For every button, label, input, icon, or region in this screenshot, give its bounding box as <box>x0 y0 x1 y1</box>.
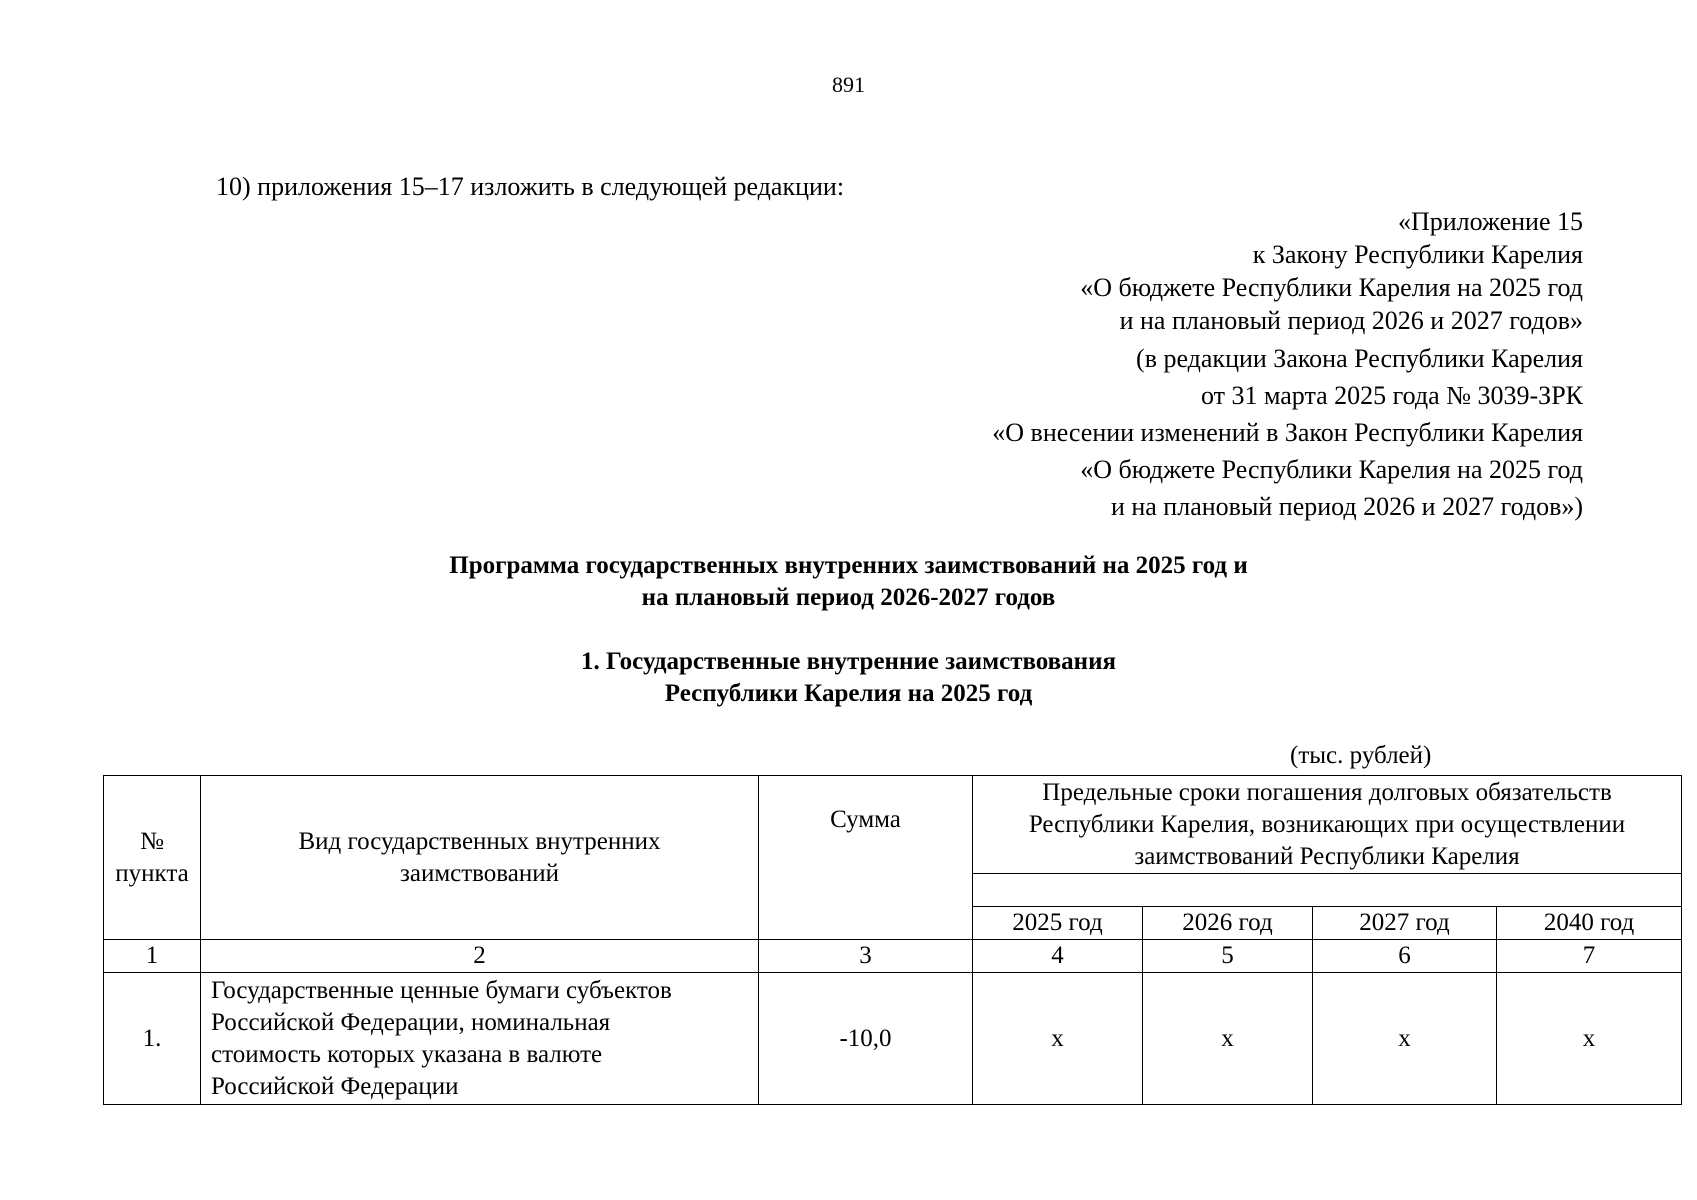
header-year-2027: 2027 год <box>1313 907 1497 940</box>
borrowings-table <box>103 775 1682 1105</box>
row-year-2027: x <box>1313 973 1497 1105</box>
appendix-line-9: и на плановый период 2026 и 2027 годов») <box>1110 492 1583 521</box>
appendix-line-6: от 31 марта 2025 года № 3039-ЗРК <box>1200 381 1583 410</box>
header-terms-line-2: Республики Карелия, возникающих при осуществлении <box>1028 810 1626 838</box>
row-year-2040: x <box>1497 973 1682 1105</box>
row-year-2026: x <box>1143 973 1313 1105</box>
table-row <box>104 973 1682 1105</box>
row-borrowing-type <box>201 973 759 1105</box>
program-title-line-2: на плановый период 2026-2027 годов <box>641 584 1056 611</box>
page-number: 891 <box>832 72 865 97</box>
header-repayment-terms <box>973 776 1682 874</box>
appendix-line-3: «О бюджете Республики Карелия на 2025 год <box>1080 273 1583 302</box>
header-sum: Сумма <box>759 776 973 940</box>
row-type-line-2: Российской Федерации, номинальная <box>211 1008 611 1036</box>
row-type-line-1: Государственные ценные бумаги субъектов <box>211 976 672 1004</box>
column-number-row <box>104 940 1682 973</box>
section-title-line-1: 1. Государственные внутренние заимствования <box>580 648 1117 675</box>
row-type-line-4: Российской Федерации <box>211 1072 459 1100</box>
header-number <box>104 776 201 940</box>
program-title-line-1: Программа государственных внутренних заимствований на 2025 год и <box>449 552 1248 579</box>
column-number-2: 2 <box>201 940 759 973</box>
header-number-line-1: № <box>140 827 164 855</box>
program-title <box>0 550 1697 614</box>
column-number-6: 6 <box>1313 940 1497 973</box>
header-year-2025: 2025 год <box>973 907 1143 940</box>
row-number: 1. <box>104 973 201 1105</box>
column-number-4: 4 <box>973 940 1143 973</box>
row-year-2025: x <box>973 973 1143 1105</box>
column-number-1: 1 <box>104 940 201 973</box>
header-number-line-2: пункта <box>115 859 189 887</box>
header-year-2026: 2026 год <box>1143 907 1313 940</box>
header-type-line-1: Вид государственных внутренних <box>298 827 661 855</box>
header-empty-row <box>973 874 1682 907</box>
column-number-3: 3 <box>759 940 973 973</box>
header-type-line-2: заимствований <box>399 859 560 887</box>
appendix-header <box>992 205 1583 525</box>
column-number-7: 7 <box>1497 940 1682 973</box>
section-title-line-2: Республики Карелия на 2025 год <box>664 680 1033 707</box>
units-label: (тыс. рублей) <box>1290 742 1432 769</box>
header-year-2040: 2040 год <box>1497 907 1682 940</box>
appendix-line-8: «О бюджете Республики Карелия на 2025 год <box>1080 455 1583 484</box>
row-sum: -10,0 <box>759 973 973 1105</box>
appendix-line-7: «О внесении изменений в Закон Республики Карелия <box>992 418 1583 447</box>
column-number-5: 5 <box>1143 940 1313 973</box>
row-type-line-3: стоимость которых указана в валюте <box>211 1040 603 1068</box>
header-terms-line-1: Предельные сроки погашения долговых обязательств <box>1042 778 1612 806</box>
section-title <box>0 646 1697 710</box>
appendix-line-2: к Закону Республики Карелия <box>1252 240 1583 269</box>
header-terms-line-3: заимствований Республики Карелия <box>1134 842 1520 870</box>
header-borrowing-type <box>201 776 759 940</box>
appendix-line-5: (в редакции Закона Республики Карелия <box>1136 344 1583 373</box>
appendix-line-1: «Приложение 15 <box>1397 207 1583 236</box>
appendix-line-4: и на плановый период 2026 и 2027 годов» <box>1119 306 1583 335</box>
intro-text: 10) приложения 15–17 изложить в следующей редакции: <box>216 172 845 201</box>
